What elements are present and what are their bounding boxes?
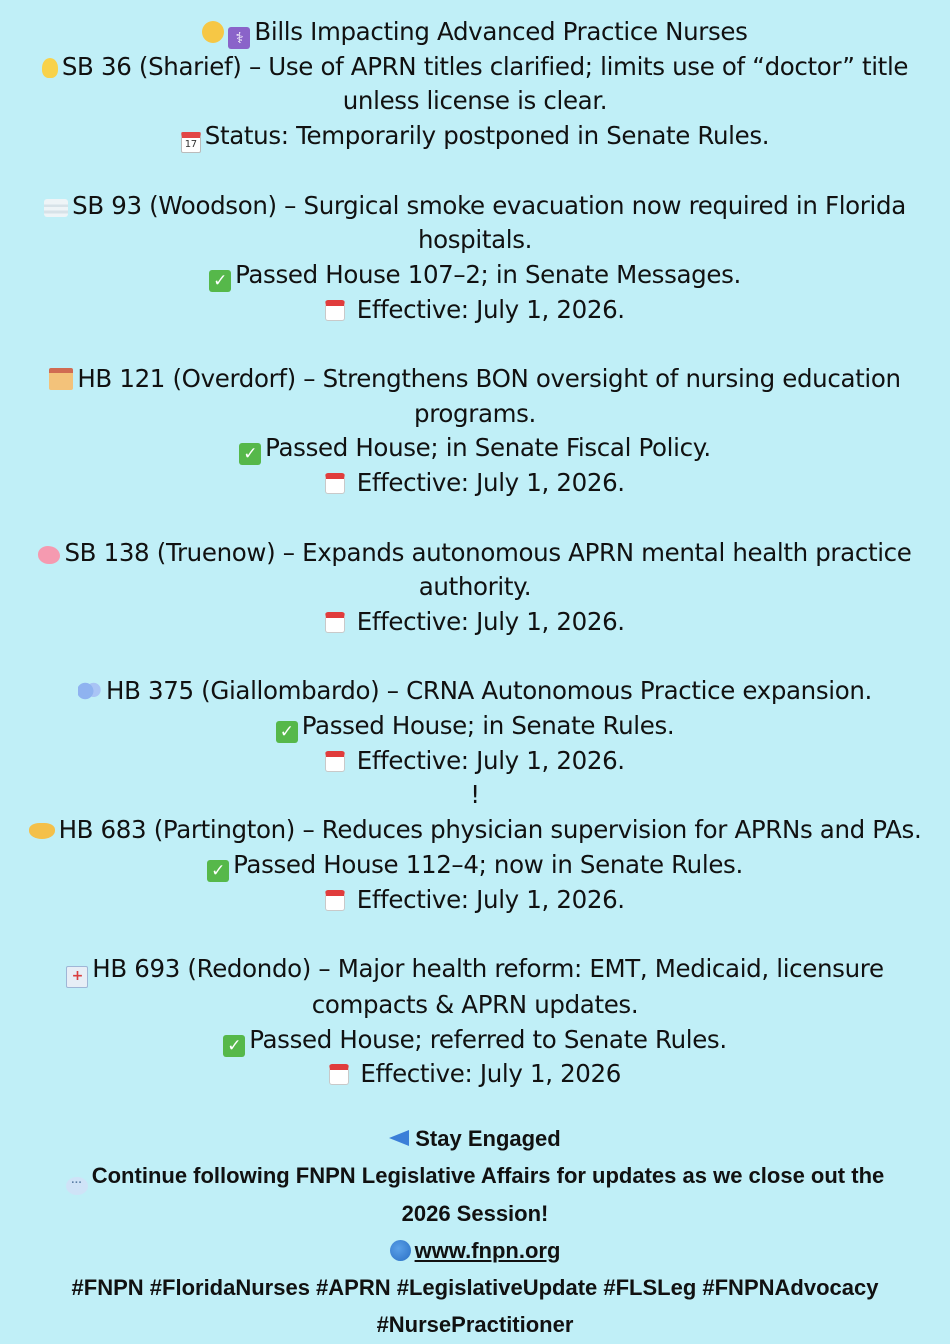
bill-hb693-status: ✓ Passed House; referred to Senate Rules. <box>0 1023 950 1058</box>
calendar-icon <box>329 1064 349 1085</box>
footer <box>0 1120 950 1343</box>
bill-sb138-title-cont: authority. <box>418 572 532 602</box>
spacer <box>0 640 950 675</box>
bill-sb93-status: ✓ Passed House 107–2; in Senate Messages. <box>0 258 950 293</box>
website-link[interactable]: www.fnpn.org <box>414 1238 561 1263</box>
bill-hb683-status: ✓ Passed House 112–4; now in Senate Rules. <box>0 848 950 883</box>
spacer <box>0 917 950 952</box>
dash-symbol-icon <box>78 680 102 702</box>
bill-hb375-effective: Effective: July 1, 2026. <box>0 744 950 779</box>
brain-icon <box>38 546 60 564</box>
globe-icon <box>390 1240 411 1261</box>
bill-sb93-effective: Effective: July 1, 2026. <box>0 293 950 328</box>
hashtags: #FNPN #FloridaNurses #APRN #LegislativeUpdate #FLSLeg #FNPNAdvocacy <box>71 1275 879 1300</box>
bill-sb36-title: SB 36 (Sharief) – Use of APRN titles clarified; limits use of “doctor” title <box>0 50 950 85</box>
calendar-icon <box>325 751 345 772</box>
handshake-icon <box>29 823 55 839</box>
website <box>0 1232 950 1269</box>
check-mark-icon: ✓ <box>276 721 298 743</box>
calendar-icon <box>325 612 345 633</box>
bill-hb121-title-cont: programs. <box>414 398 536 428</box>
bill-sb36-status: 17 Status: Temporarily postponed in Senate Rules. <box>0 119 950 154</box>
check-mark-icon: ✓ <box>209 270 231 292</box>
spacer <box>0 327 950 362</box>
bill-hb683-title: HB 683 (Partington) – Reduces physician supervision for APRNs and PAs. <box>0 813 950 848</box>
light-bulb-icon <box>42 58 58 78</box>
hashtags-cont: #NursePractitioner <box>376 1312 574 1337</box>
bill-sb93-title-cont: hospitals. <box>417 225 533 255</box>
bill-hb693-title: + HB 693 (Redondo) – Major health reform: EMT, Medicaid, licensure <box>0 952 950 988</box>
school-icon <box>49 368 73 390</box>
check-mark-icon: ✓ <box>239 443 261 465</box>
page-title: ⚕ Bills Impacting Advanced Practice Nurses <box>0 15 950 50</box>
fog-icon <box>44 199 68 217</box>
calendar-icon: 17 <box>181 132 201 153</box>
calendar-icon <box>325 300 345 321</box>
bill-hb693-effective: Effective: July 1, 2026 <box>0 1057 950 1092</box>
bill-hb375-status: ✓ Passed House; in Senate Rules. <box>0 709 950 744</box>
spacer <box>0 154 950 189</box>
check-mark-icon: ✓ <box>223 1035 245 1057</box>
speech-bubble-icon: ··· <box>66 1177 88 1195</box>
bill-list <box>0 15 950 1092</box>
bill-hb693-title-cont: compacts & APRN updates. <box>311 989 639 1019</box>
bill-hb375-title: HB 375 (Giallombardo) – CRNA Autonomous Practice expansion. <box>0 674 950 709</box>
continue-text: ··· Continue following FNPN Legislative Affairs for updates as we close out the <box>0 1157 950 1195</box>
megaphone-icon <box>389 1130 409 1146</box>
woman-health-worker-icon <box>202 21 224 43</box>
stray-exclamation: ! <box>470 780 480 810</box>
bill-hb683-effective: Effective: July 1, 2026. <box>0 883 950 918</box>
bill-sb138-effective: Effective: July 1, 2026. <box>0 605 950 640</box>
check-mark-icon: ✓ <box>207 860 229 882</box>
stay-engaged-heading: Stay Engaged <box>0 1120 950 1157</box>
spacer <box>0 501 950 536</box>
bill-hb121-effective: Effective: July 1, 2026. <box>0 466 950 501</box>
bill-hb121-title: HB 121 (Overdorf) – Strengthens BON oversight of nursing education <box>0 362 950 397</box>
bill-hb121-status: ✓ Passed House; in Senate Fiscal Policy. <box>0 431 950 466</box>
bill-sb93-title: SB 93 (Woodson) – Surgical smoke evacuation now required in Florida <box>0 189 950 224</box>
bill-sb138-title: SB 138 (Truenow) – Expands autonomous APRN mental health practice <box>0 536 950 571</box>
continue-text-cont: 2026 Session! <box>401 1201 549 1226</box>
calendar-icon <box>325 890 345 911</box>
hospital-icon: + <box>66 966 88 988</box>
calendar-icon <box>325 473 345 494</box>
bill-sb36-title-cont: unless license is clear. <box>342 86 608 116</box>
medical-staff-icon: ⚕ <box>228 27 250 49</box>
